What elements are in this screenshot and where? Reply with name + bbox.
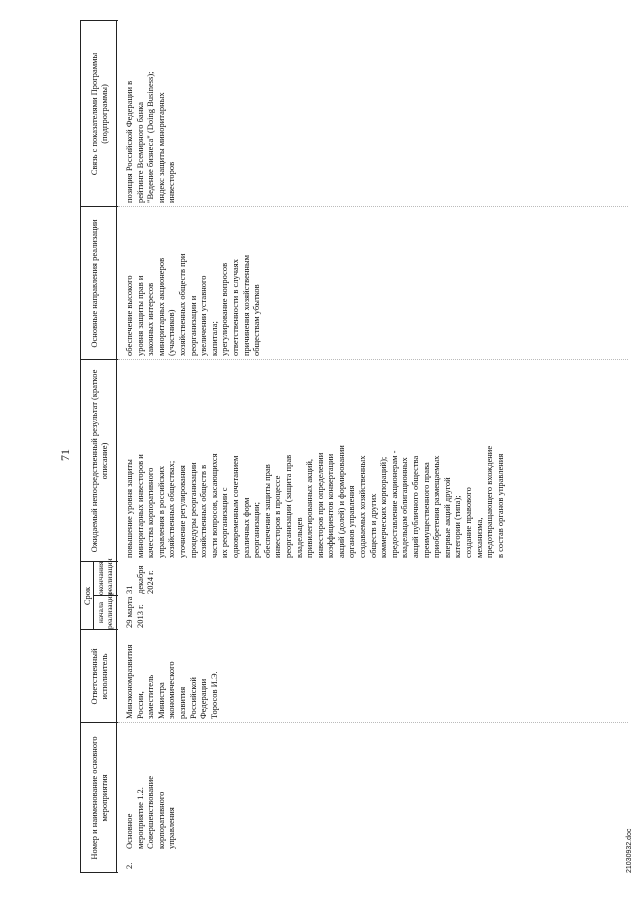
term-subheader-divider <box>93 562 94 630</box>
column-divider <box>80 722 118 723</box>
row-term-end: 31 декабря 2024 г. <box>124 565 156 594</box>
table-right-border <box>80 20 118 21</box>
header-term-start: начала реализации <box>96 592 114 629</box>
header-link: Связь с показателями Программы (подпрограммы) <box>89 52 109 176</box>
row-term-start: 29 марта 2013 г. <box>124 596 145 628</box>
column-divider <box>80 359 118 360</box>
header-executor: Ответственный исполнитель <box>89 648 109 705</box>
header-directions: Основные направления реализации <box>89 219 99 348</box>
header-term-end: окончания реализации <box>96 558 114 595</box>
row-expected-result: повышение уровня защиты миноритарных инвесторов и качества корпоративного управления в российских хозяйственных обществах; уточнение регулирования процедуры реорганизации хозяйственных обществ в части вопросов, касающихся их реорганизации с одновременным сочетанием различных форм реорганизации; обеспечение защиты прав инвесторов в процессе реорганизации (защита прав владельцев привилегированных акций, инвесторов при определении коэффициентов конвертации акций (долей) и формировании органов управления создаваемых хозяйственных обществ и других коммерческих корпораций); предоставление акционерам - владельцам облигационных акций публичного общества преимущественного права приобретения размещаемых впервые акций другой категории (типа); создание правового механизма, предотвращающего вхождение в состав органов управления <box>124 445 505 558</box>
row-number: 2. <box>124 862 134 869</box>
row-activity-name: Основное мероприятие 1.2. Совершенствование корпоративного управления <box>124 775 177 849</box>
row-directions: обеспечение высокого уровня защиты прав и законных интересов миноритарных акционеров (участников) хозяйственных обществ при реорганизации и увеличении уставного капитала; урегулирование вопросов ответственности в случаях причинения хозяйственным обществам убытков <box>124 253 262 356</box>
column-guide <box>118 206 628 207</box>
table-top-border <box>80 21 81 873</box>
row-executor: Минэкономразвития России, заместитель Министра экономического развития Российской Федерации Торосов И.Э. <box>124 644 219 719</box>
row-link: позиция Российской Федерации в рейтинге Всемирного банка "Ведение бизнеса" (Doing Business); индекс защиты миноритарных инвесторов <box>124 71 177 203</box>
table-left-border <box>80 872 118 873</box>
table-header-bottom-border <box>116 21 117 873</box>
footer-code: 21030932.doc <box>626 828 633 873</box>
header-term: Срок <box>82 586 92 606</box>
column-guide <box>118 722 628 723</box>
page-number: 71 <box>58 449 72 461</box>
header-number-name: Номер и наименование основного мероприятия <box>89 736 109 860</box>
header-expected-result: Ожидаемый непосредственный результат (краткое описание) <box>89 369 109 553</box>
column-divider <box>80 206 118 207</box>
